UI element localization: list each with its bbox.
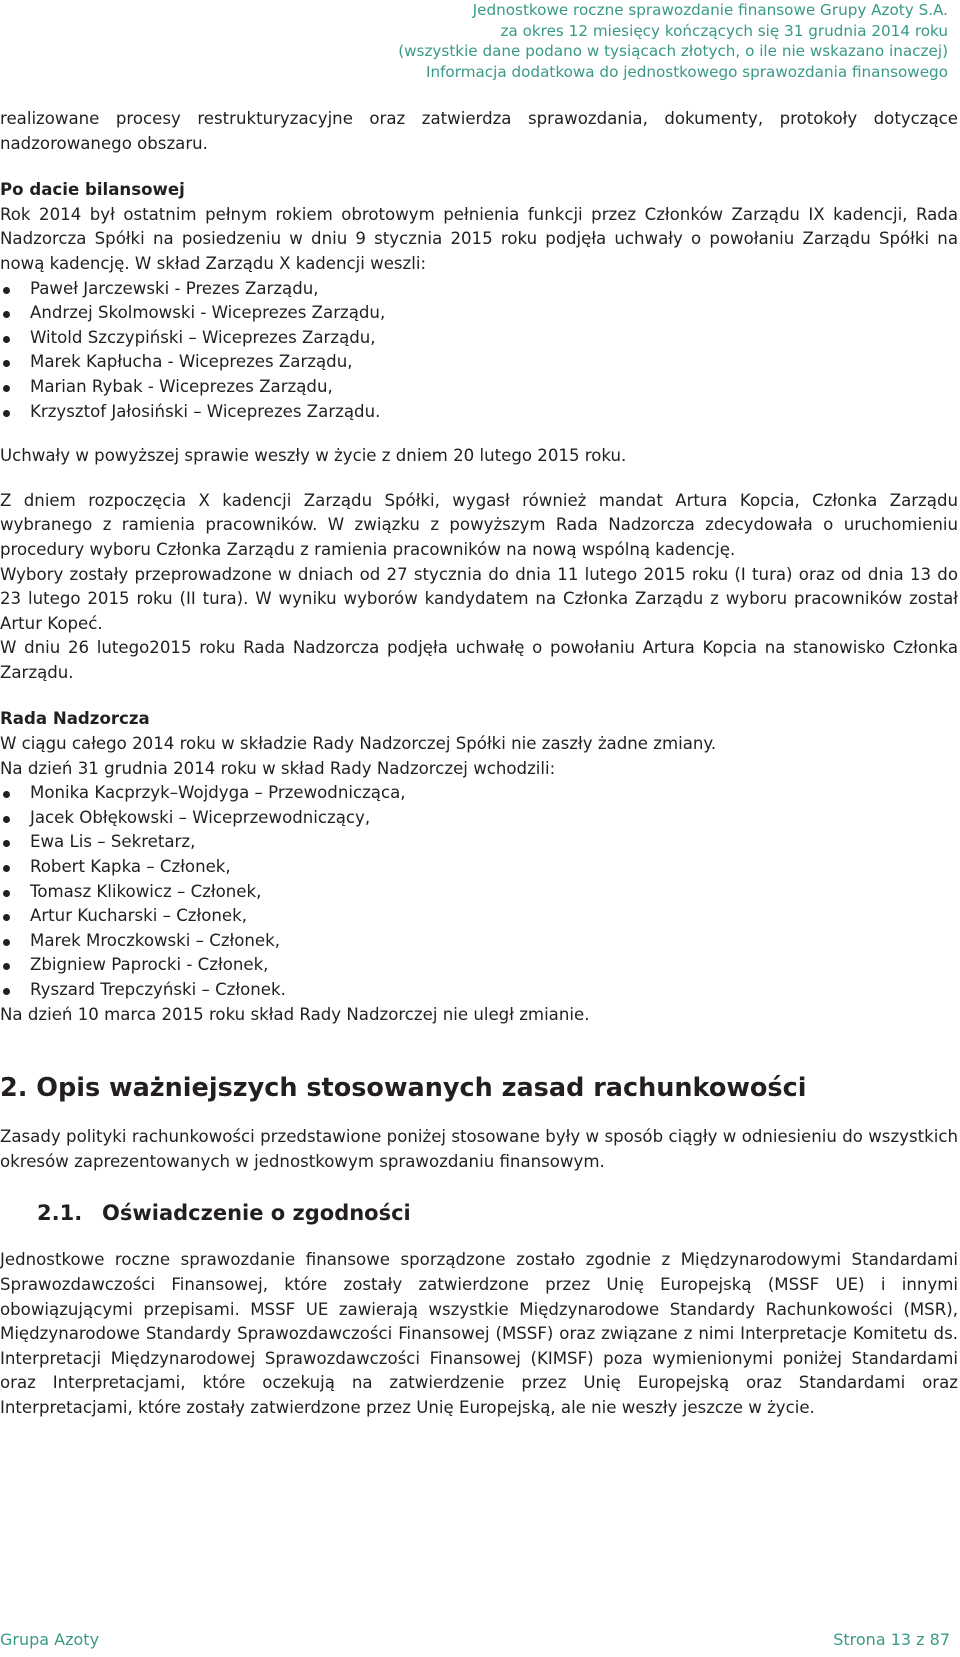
list-item: Marian Rybak - Wiceprezes Zarządu,: [0, 375, 958, 400]
elections-paragraph: Wybory zostały przeprowadzone w dniach od 27 stycznia do dnia 11 lutego 2015 roku (I tura) oraz od dnia 13 do 23 lutego 2015 roku (II tura). W wyniku wyborów kandydatem na Członka Zarządu z wyboru pracowników został Artur Kopeć.: [0, 564, 958, 633]
supervisory-board-line2: Na dzień 31 grudnia 2014 roku w skład Rady Nadzorczej wchodzili:: [0, 758, 556, 778]
list-item: Zbigniew Paprocki - Członek,: [0, 953, 958, 978]
appointment-paragraph: W dniu 26 lutego2015 roku Rada Nadzorcza podjęła uchwałę o powołaniu Artura Kopcia na stanowisko Członka Zarządu.: [0, 638, 958, 682]
list-item: Robert Kapka – Członek,: [0, 855, 958, 880]
footer-page-number: Strona 13 z 87: [833, 1630, 950, 1649]
list-item: Marek Mroczkowski – Członek,: [0, 929, 958, 954]
mandate-paragraph: Z dniem rozpoczęcia X kadencji Zarządu Spółki, wygasł również mandat Artura Kopcia, Członka Zarządu wybranego z ramienia pracowników. W związku z powyższym Rada Nadzorcza zdecydowała o uruchomieniu procedury wyboru Członka Zarządu z ramienia pracowników na nową wspólną kadencję.: [0, 490, 958, 559]
list-item: Monika Kacprzyk–Wojdyga – Przewodnicząca,: [0, 781, 958, 806]
supervisory-board-list: [0, 781, 958, 1002]
header-period: za okres 12 miesięcy kończących się 31 grudnia 2014 roku: [500, 21, 948, 40]
header-units-note: (wszystkie dane podano w tysiącach złotych, o ile nie wskazano inaczej): [398, 42, 948, 61]
management-board-list: [0, 277, 958, 425]
resolution-paragraph: Uchwały w powyższej sprawie weszły w życie z dniem 20 lutego 2015 roku.: [0, 446, 627, 466]
header-title: Jednostkowe roczne sprawozdanie finansowe Grupy Azoty S.A.: [472, 1, 948, 19]
supervisory-board-line1: W ciągu całego 2014 roku w składzie Rady Nadzorczej Spółki nie zaszły żadne zmiany.: [0, 734, 717, 754]
list-item: Krzysztof Jałosiński – Wiceprezes Zarządu.: [0, 400, 958, 425]
list-item: Artur Kucharski – Członek,: [0, 904, 958, 929]
section-2-1-paragraph: Jednostkowe roczne sprawozdanie finansowe sporządzone zostało zgodnie z Międzynarodowymi Standardami Sprawozdawczości Finansowej, które zostały zatwierdzone przez Unię Europejską (MSSF UE) i innymi obowiązującymi przepisami. MSSF UE zawierają wszystkie Międzynarodowe Standardy Rachunkowości (MSR), Międzynarodowe Standardy Sprawozdawczości Finansowej (MSSF) oraz związane z nimi Interpretacje Komitetu ds. Interpretacji Międzynarodowej Sprawozdawczości Finansowej (KIMSF) poza wymienionymi poniżej Standardami oraz Interpretacjami, które oczekują na zatwierdzenie przez Unię Europejską oraz Standardami oraz Interpretacjami, które zostały zatwierdzone przez Unię Europejską, ale nie weszły jeszcze w życie.: [0, 1250, 958, 1417]
list-item: Witold Szczypiński – Wiceprezes Zarządu,: [0, 326, 958, 351]
list-item: Andrzej Skolmowski - Wiceprezes Zarządu,: [0, 301, 958, 326]
supervisory-board-closing: Na dzień 10 marca 2015 roku skład Rady Nadzorczej nie uległ zmianie.: [0, 1004, 590, 1024]
header-section: Informacja dodatkowa do jednostkowego sprawozdania finansowego: [425, 63, 948, 82]
list-item: Tomasz Klikowicz – Członek,: [0, 880, 958, 905]
intro-paragraph: realizowane procesy restrukturyzacyjne oraz zatwierdza sprawozdania, dokumenty, protokoły dotyczące nadzorowanego obszaru.: [0, 109, 958, 153]
list-item: Ryszard Trepczyński – Członek.: [0, 978, 958, 1003]
page-footer: [0, 1630, 950, 1649]
after-date-heading: Po dacie bilansowej: [0, 180, 185, 200]
after-date-paragraph: Rok 2014 był ostatnim pełnym rokiem obrotowym pełnienia funkcji przez Członków Zarządu IX kadencji, Rada Nadzorcza Spółki na posiedzeniu w dniu 9 stycznia 2015 roku podjęła uchwały o powołaniu Zarządu Spółki na nową kadencję. W skład Zarządu X kadencji weszli:: [0, 204, 958, 273]
section-2-1-heading: [0, 1198, 958, 1228]
document-body: [0, 107, 960, 1421]
section-title: Oświadczenie o zgodności: [102, 1201, 411, 1226]
page-header: [348, 0, 948, 83]
footer-company: Grupa Azoty: [0, 1630, 100, 1649]
section-2-paragraph: Zasady polityki rachunkowości przedstawione poniżej stosowane były w sposób ciągły w odniesieniu do wszystkich okresów zaprezentowanych w jednostkowym sprawozdaniu finansowym.: [0, 1127, 958, 1171]
list-item: Paweł Jarczewski - Prezes Zarządu,: [0, 277, 958, 302]
section-2-heading: 2. Opis ważniejszych stosowanych zasad rachunkowości: [0, 1073, 807, 1104]
list-item: Marek Kapłucha - Wiceprezes Zarządu,: [0, 350, 958, 375]
supervisory-board-heading: Rada Nadzorcza: [0, 709, 150, 729]
section-number: 2.1.: [37, 1201, 83, 1226]
list-item: Jacek Obłękowski – Wiceprzewodniczący,: [0, 806, 958, 831]
list-item: Ewa Lis – Sekretarz,: [0, 830, 958, 855]
